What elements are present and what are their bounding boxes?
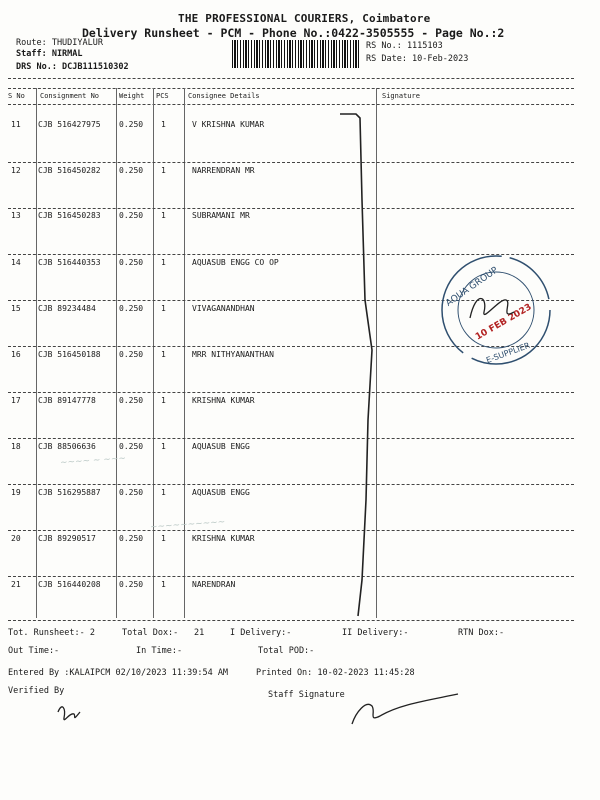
printed-on: Printed On: 10-02-2023 11:45:28 (256, 668, 415, 678)
row-pcs: 1 (161, 488, 166, 497)
row-sno: 13 (11, 211, 21, 220)
row-consignee: NARRENDRAN MR (192, 166, 255, 175)
row-sno: 14 (11, 258, 21, 267)
drs-number: DRS No.: DCJB111510302 (16, 62, 129, 72)
verified-by: Verified By (8, 686, 65, 696)
row-consignment: CJB 89290517 (38, 534, 96, 543)
total-pod: Total POD:- (258, 646, 315, 656)
row-sno: 21 (11, 580, 21, 589)
row-sno: 11 (11, 120, 21, 129)
row-consignment: CJB 516450282 (38, 166, 101, 175)
row-consignment: CJB 88506636 (38, 442, 96, 451)
total-dox-value: 21 (194, 628, 205, 638)
row-weight: 0.250 (119, 350, 144, 359)
row-consignment: CJB 89147778 (38, 396, 96, 405)
row-weight: 0.250 (119, 442, 144, 451)
staff-label: Staff: NIRMAL (16, 49, 83, 59)
row-consignee: SUBRAMANI MR (192, 211, 250, 220)
row-consignee: AQUASUB ENGG (192, 488, 250, 497)
row-consignee: MRR NITHYANANTHAN (192, 350, 274, 359)
rs-date: RS Date: 10-Feb-2023 (366, 54, 469, 64)
row-consignee: AQUASUB ENGG CO OP (192, 258, 279, 267)
stamp-ring-bottom: E-SUPPLIER (484, 340, 532, 365)
bleed-through-mark: ~~~~ ~ ~~~ (59, 453, 127, 469)
in-time: In Time:- (136, 646, 183, 656)
total-dox-label: Total Dox:- (122, 628, 179, 638)
row-weight: 0.250 (119, 211, 144, 220)
row-sno: 17 (11, 396, 21, 405)
stamp-date: 10 FEB 2023 (473, 302, 534, 343)
row-consignee: NARENDRAN (192, 580, 236, 589)
col-weight: Weight (119, 92, 145, 100)
row-consignee: KRISHNA KUMAR (192, 534, 255, 543)
tot-runsheet: Tot. Runsheet:- 2 (8, 628, 95, 638)
row-pcs: 1 (161, 350, 166, 359)
row-weight: 0.250 (119, 120, 144, 129)
row-weight: 0.250 (119, 488, 144, 497)
col-consignee: Consignee Details (188, 92, 260, 100)
row-consignee: AQUASUB ENGG (192, 442, 250, 451)
entered-by: Entered By :KALAIPCM 02/10/2023 11:39:54 AM (8, 668, 229, 678)
row-pcs: 1 (161, 442, 166, 451)
row-weight: 0.250 (119, 258, 144, 267)
row-consignment: CJB 516440353 (38, 258, 101, 267)
row-pcs: 1 (161, 258, 166, 267)
row-pcs: 1 (161, 396, 166, 405)
row-pcs: 1 (161, 120, 166, 129)
runsheet-title: Delivery Runsheet - PCM - Phone No.:0422-3505555 - Page No.:2 (82, 26, 505, 40)
row-consignment: CJB 516427975 (38, 120, 101, 129)
row-consignment: CJB 516450188 (38, 350, 101, 359)
col-consignment: Consignment No (40, 92, 100, 100)
row-consignee: V KRISHNA KUMAR (192, 120, 265, 129)
row-consignment: CJB 516450283 (38, 211, 101, 220)
row-sno: 20 (11, 534, 21, 543)
row-consignment: CJB 516440208 (38, 580, 101, 589)
row-pcs: 1 (161, 580, 166, 589)
i-delivery: I Delivery:- (230, 628, 292, 638)
rs-number: RS No.: 1115103 (366, 41, 443, 51)
row-pcs: 1 (161, 304, 166, 313)
signature-line (340, 114, 372, 616)
row-pcs: 1 (161, 166, 166, 175)
col-sno: S No (8, 92, 25, 100)
row-weight: 0.250 (119, 166, 144, 175)
row-sno: 18 (11, 442, 21, 451)
row-weight: 0.250 (119, 580, 144, 589)
row-sno: 12 (11, 166, 21, 175)
col-pcs: PCS (156, 92, 169, 100)
staff-signature-mark (352, 694, 458, 724)
row-consignment: CJB 516295887 (38, 488, 101, 497)
ii-delivery: II Delivery:- (342, 628, 409, 638)
row-sno: 15 (11, 304, 21, 313)
row-sno: 16 (11, 350, 21, 359)
row-weight: 0.250 (119, 534, 144, 543)
staff-signature-label: Staff Signature (268, 690, 345, 700)
row-consignee: KRISHNA KUMAR (192, 396, 255, 405)
row-weight: 0.250 (119, 304, 144, 313)
row-consignment: CJB 89234484 (38, 304, 96, 313)
verifier-signature (58, 707, 80, 720)
col-signature: Signature (382, 92, 420, 100)
route-label: Route: THUDIYALUR (16, 38, 103, 48)
stamp-ring-top: AQUA GROUP (444, 265, 500, 309)
row-pcs: 1 (161, 534, 166, 543)
row-sno: 19 (11, 488, 21, 497)
rtn-dox: RTN Dox:- (458, 628, 505, 638)
company-name: THE PROFESSIONAL COURIERS, Coimbatore (178, 12, 431, 25)
out-time: Out Time:- (8, 646, 60, 656)
row-weight: 0.250 (119, 396, 144, 405)
row-consignee: VIVAGANANDHAN (192, 304, 255, 313)
row-pcs: 1 (161, 211, 166, 220)
stamp (442, 256, 550, 365)
bleed-through-mark: ~~~~~~~~~~ (149, 517, 226, 533)
